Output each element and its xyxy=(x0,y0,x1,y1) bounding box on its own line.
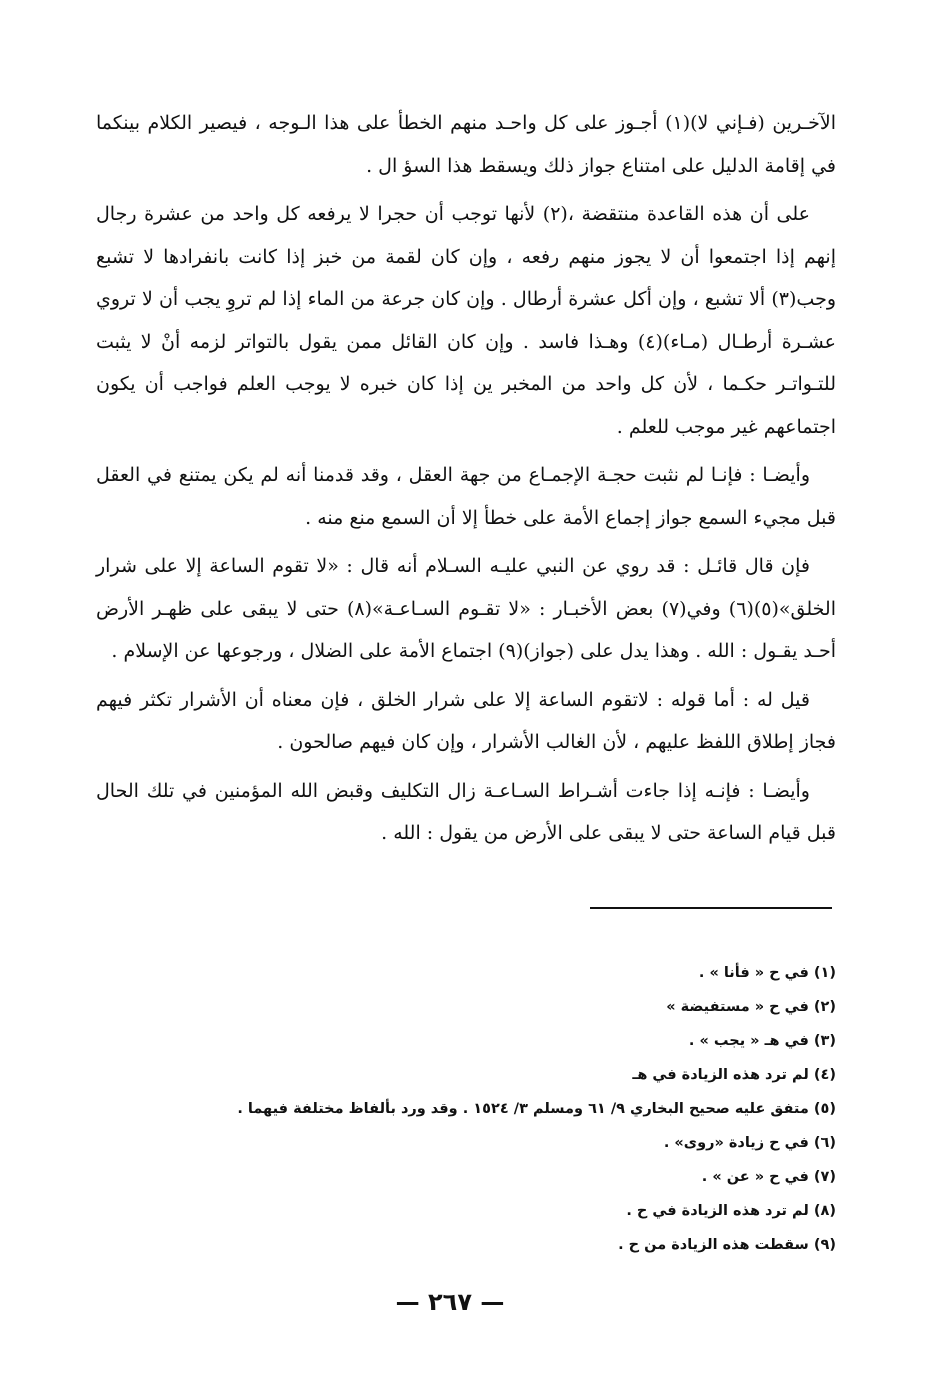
paragraph: وأيضـا : فإنـا لم نثبت حجـة الإجمـاع من جهة العقل ، وقد قدمنا أنه لم يكن يمتنع في العقل قبل مجيء السمع جواز إجماع الأمة على خطأ إلا أن السمع منع منه . xyxy=(96,464,836,529)
main-text xyxy=(96,102,836,861)
footnote: (٦) في ح زيادة «روى» . xyxy=(663,1135,836,1151)
page-number: — ٢٦٧ — xyxy=(395,1288,505,1316)
footnote: (٩) سقطت هذه الزيادة من ح . xyxy=(618,1237,836,1253)
footnote: (٥) متفق عليه صحيح البخاري ٩/ ٦١ ومسلم ٣/ ١٥٢٤ . وقد ورد بألفاظ مختلفة فيهما . xyxy=(237,1101,836,1117)
footnote: (٨) لم ترد هذه الزيادة في ح . xyxy=(626,1203,836,1219)
footnotes-list xyxy=(200,956,836,1262)
paragraph: قيل له : أما قوله : لاتقوم الساعة إلا على شرار الخلق ، فإن معناه أن الأشرار تكثر فيهم فجاز إطلاق اللفظ عليهم ، لأن الغالب الأشرار ، وإن كان فيهم صالحون . xyxy=(96,688,836,753)
paragraph: على أن هذه القاعدة منتقضة ،(٢) لأنها توجب أن حجرا لا يرفعه كل واحد من عشرة رجال إنهم إذا اجتمعوا أن لا يجوز منهم رفعه ، وإن كان لقمة من خبز إذا كانت بانفرادها لا تشبع وجب(٣) ألا تشبع ، وإن أكل عشرة أرطال . وإن كان جرعة من الماء إذا لم تروِ يجب أن لا تروي عشـرة أرطـال (مـاء)(٤) وهـذا فاسد . وإن كان القائل ممن يقول بالتواتر لزمه أنْ لا يثبت للتـواتـر حكـما ، لأن كل واحد من المخبر ين إذا كان خبره لا يوجب العلم فواجب أن يكون اجتماعهم غير موجب للعلم . xyxy=(96,203,836,438)
footnote-divider xyxy=(590,907,832,909)
footnote: (١) في ح « فأنا » . xyxy=(698,965,836,981)
paragraph: الآخـرين (فـإني لا)(١) أجـوز على كل واحـد منهم الخطأ على هذا الـوجه ، فيصير الكلام بينكما في إقامة الدليل على امتناع جواز ذلك ويسقط هذا السؤ ال . xyxy=(96,112,836,177)
paragraph: فإن قال قائـل : قد روي عن النبي عليـه السـلام أنه قال : «لا تقوم الساعة إلا على شرار الخلق»(٥)(٦) وفي(٧) بعض الأخبـار : «لا تقـوم السـاعـة»(٨) حتى لا يبقى على ظهـر الأرض أحـد يقـول : الله . وهذا يدل على (جواز)(٩) اجتماع الأمة على الضلال ، ورجوعها عن الإسلام . xyxy=(96,555,836,662)
paragraph: وأيضـا : فإنـه إذا جاءت أشـراط السـاعـة زال التكليف وقبض الله المؤمنين في تلك الحال قبل قيام الساعة حتى لا يبقى على الأرض من يقول : الله . xyxy=(96,779,836,844)
footnote: (٣) في هـ « يجب » . xyxy=(688,1033,836,1049)
footnote: (٤) لم ترد هذه الزيادة في هـ xyxy=(632,1067,836,1083)
footnote: (٧) في ح « عن » . xyxy=(701,1169,836,1185)
footnote: (٢) في ح « مستفيضة » xyxy=(666,999,836,1015)
